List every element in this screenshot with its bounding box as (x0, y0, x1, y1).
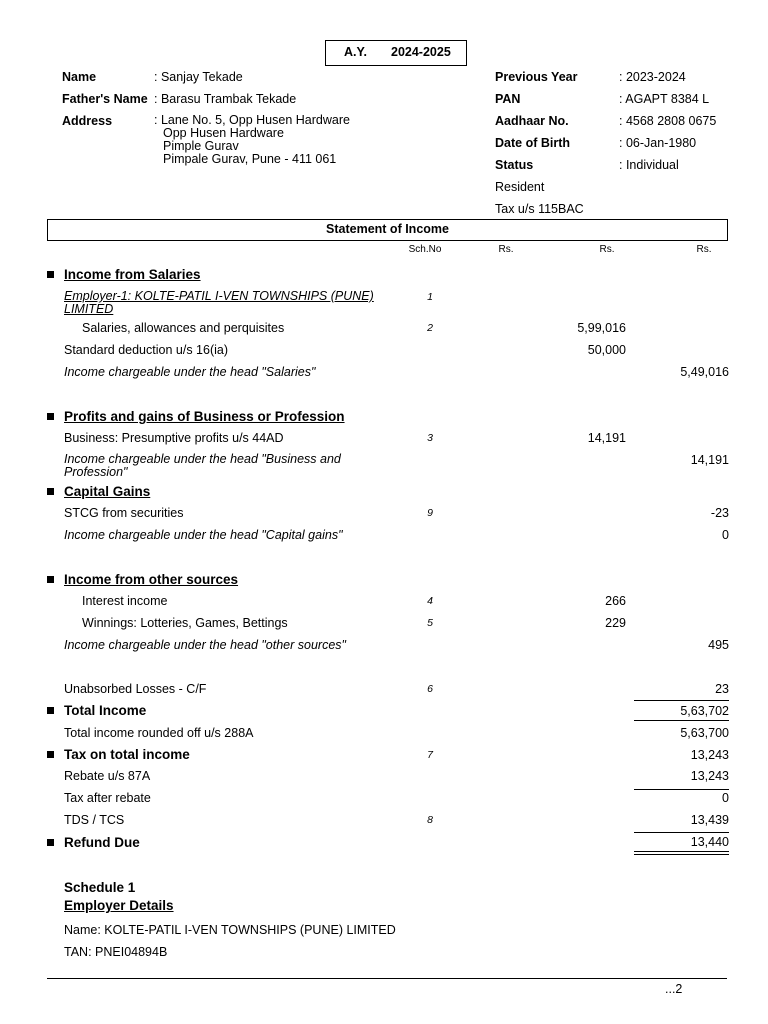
assessment-year-box (325, 40, 467, 66)
aadhaar-value: : 4568 2808 0675 (619, 114, 717, 128)
rounded-income-label: Total income rounded off u/s 288A (64, 726, 254, 740)
stcg-amount: -23 (710, 506, 729, 520)
business-chargeable-amount: 14,191 (690, 453, 729, 467)
bullet-icon (47, 707, 54, 714)
residential-status: Resident (495, 180, 545, 194)
section-heading-other-sources: Income from other sources (64, 572, 239, 587)
tax-regime: Tax u/s 115BAC (495, 202, 584, 216)
pan-value: : AGAPT 8384 L (619, 92, 710, 106)
capital-gains-chargeable-label: Income chargeable under the head "Capital gains" (64, 528, 343, 542)
address-label: Address (62, 114, 113, 128)
section-heading-capital-gains: Capital Gains (64, 484, 151, 499)
other-sources-chargeable-amount: 495 (708, 638, 729, 652)
sch-no: 6 (427, 683, 433, 695)
sch-no: 9 (427, 507, 433, 519)
bullet-icon (47, 839, 54, 846)
rebate-amount: 13,243 (690, 769, 729, 783)
sch-no: 2 (427, 322, 433, 334)
bullet-icon (47, 751, 54, 758)
sch-no: 1 (427, 291, 433, 303)
other-sources-chargeable-label: Income chargeable under the head "other sources" (64, 638, 346, 652)
presumptive-profit-amount: 14,191 (587, 431, 626, 445)
col-header-schno: Sch.No (408, 244, 442, 255)
schedule-subtitle: Employer Details (64, 898, 174, 913)
tax-after-rebate-label: Tax after rebate (64, 791, 151, 805)
employer-tan-line: TAN: PNEI04894B (64, 945, 168, 959)
sch-no: 3 (427, 432, 433, 444)
total-rule-bottom (634, 720, 729, 721)
salaries-amount: 5,99,016 (577, 321, 626, 335)
presumptive-profit-label: Business: Presumptive profits u/s 44AD (64, 431, 284, 445)
tax-on-income-label: Tax on total income (64, 747, 190, 762)
capital-gains-chargeable-amount: 0 (722, 528, 729, 542)
status-label: Status (495, 158, 534, 172)
refund-rule-bottom-2 (634, 854, 729, 855)
col-header-rs-1: Rs. (498, 244, 514, 255)
bullet-icon (47, 488, 54, 495)
col-header-rs-2: Rs. (599, 244, 615, 255)
employer-line: Employer-1: KOLTE-PATIL I-VEN TOWNSHIPS (PUNE) LIMITED (64, 289, 374, 316)
stcg-label: STCG from securities (64, 506, 184, 520)
business-chargeable-label: Income chargeable under the head "Business and Profession" (64, 452, 341, 479)
statement-title-box (47, 219, 728, 241)
rebate-rule (634, 789, 729, 790)
status-value: : Individual (619, 158, 679, 172)
aadhaar-label: Aadhaar No. (495, 114, 569, 128)
unabsorbed-losses-amount: 23 (715, 682, 729, 696)
refund-rule-top (634, 832, 729, 833)
address-value: : Lane No. 5, Opp Husen Hardware Opp Husen Hardware Pimple Gurav Pimpale Gurav, Pune - 411 061 (154, 113, 350, 166)
statement-title: Statement of Income (326, 222, 449, 236)
salaries-chargeable-label: Income chargeable under the head "Salaries" (64, 365, 316, 379)
name-value: : Sanjay Tekade (154, 70, 243, 84)
winnings-label: Winnings: Lotteries, Games, Bettings (82, 616, 288, 630)
previous-year-label: Previous Year (495, 70, 578, 84)
interest-income-amount: 266 (605, 594, 626, 608)
refund-rule-bottom-1 (634, 851, 729, 852)
section-heading-business: Profits and gains of Business or Profession (64, 409, 345, 424)
father-name-label: Father's Name (62, 92, 148, 106)
bullet-icon (47, 271, 54, 278)
page-continuation-marker: ...2 (665, 982, 683, 996)
unabsorbed-losses-label: Unabsorbed Losses - C/F (64, 682, 207, 696)
rebate-label: Rebate u/s 87A (64, 769, 151, 783)
father-name-value: : Barasu Trambak Tekade (154, 92, 297, 106)
sch-no: 7 (427, 749, 433, 761)
bullet-icon (47, 413, 54, 420)
pan-label: PAN (495, 92, 521, 106)
total-rule-top (634, 700, 729, 701)
dob-value: : 06-Jan-1980 (619, 136, 697, 150)
salaries-chargeable-amount: 5,49,016 (680, 365, 729, 379)
tds-label: TDS / TCS (64, 813, 125, 827)
previous-year-value: : 2023-2024 (619, 70, 686, 84)
tds-amount: 13,439 (690, 813, 729, 827)
section-heading-salaries: Income from Salaries (64, 267, 201, 282)
rounded-income-amount: 5,63,700 (680, 726, 729, 740)
ay-value: 2024-2025 (391, 45, 451, 59)
salaries-label: Salaries, allowances and perquisites (82, 321, 285, 335)
winnings-amount: 229 (605, 616, 626, 630)
footer-rule (47, 978, 727, 979)
interest-income-label: Interest income (82, 594, 168, 608)
refund-due-amount: 13,440 (690, 835, 729, 849)
total-income-label: Total Income (64, 703, 147, 718)
sch-no: 5 (427, 617, 433, 629)
sch-no: 4 (427, 595, 433, 607)
dob-label: Date of Birth (495, 136, 570, 150)
standard-deduction-amount: 50,000 (587, 343, 626, 357)
name-label: Name (62, 70, 97, 84)
ay-label: A.Y. (344, 45, 367, 59)
total-income-amount: 5,63,702 (680, 704, 729, 718)
standard-deduction-label: Standard deduction u/s 16(ia) (64, 343, 228, 357)
tax-on-income-amount: 13,243 (690, 748, 729, 762)
col-header-rs-3: Rs. (696, 244, 712, 255)
refund-due-label: Refund Due (64, 835, 140, 850)
bullet-icon (47, 576, 54, 583)
employer-name-line: Name: KOLTE-PATIL I-VEN TOWNSHIPS (PUNE) LIMITED (64, 923, 396, 937)
schedule-title: Schedule 1 (64, 880, 136, 895)
sch-no: 8 (427, 814, 433, 826)
tax-after-rebate-amount: 0 (722, 791, 729, 805)
